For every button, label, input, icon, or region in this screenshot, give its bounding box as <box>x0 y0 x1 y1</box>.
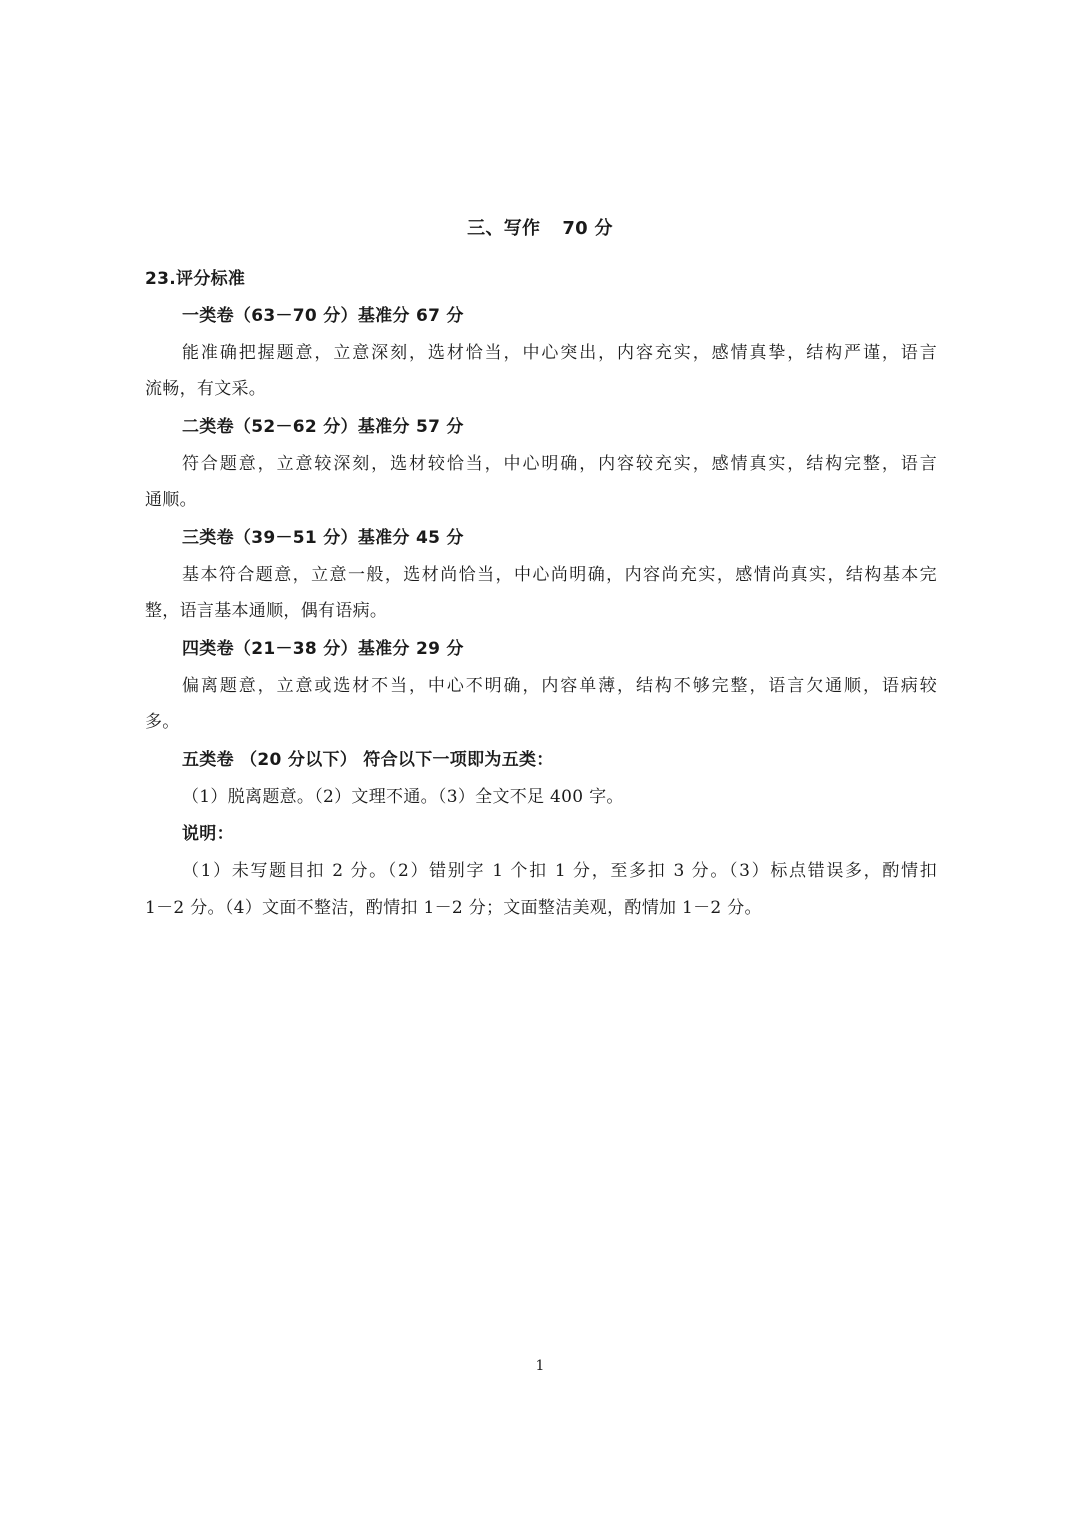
notes-line: （1）未写题目扣 2 分。（2）错别字 1 个扣 1 分，至多扣 3 分。（3）标点错误多，酌情扣 <box>182 861 937 881</box>
grade-description-line: 基本符合题意，立意一般，选材尚恰当，中心尚明确，内容尚充实，感情尚真实，结构基本完 <box>182 565 937 585</box>
grade-heading: 三类卷（39－51 分）基准分 45 分 <box>182 528 464 548</box>
grade-description-line: 偏离题意，立意或选材不当，中心不明确，内容单薄，结构不够完整，语言欠通顺，语病较 <box>182 676 937 696</box>
grade-heading: 五类卷 （20 分以下） 符合以下一项即为五类： <box>182 750 554 770</box>
grade-description-line: 能准确把握题意，立意深刻，选材恰当，中心突出，内容充实，感情真挚，结构严谨，语言 <box>182 343 937 363</box>
grade-description-line: 符合题意，立意较深刻，选材较恰当，中心明确，内容较充实，感情真实，结构完整，语言 <box>182 454 937 474</box>
section-title <box>0 218 1080 240</box>
page-number: 1 <box>535 1358 545 1374</box>
grade-description-line: （1）脱离题意。（2）文理不通。（3）全文不足 400 字。 <box>182 787 624 807</box>
section-points: 70 分 <box>562 218 613 239</box>
notes-line: 1－2 分。（4）文面不整洁，酌情扣 1－2 分；文面整洁美观，酌情加 1－2 分。 <box>145 898 762 918</box>
grade-description-line: 多。 <box>145 712 180 732</box>
notes-heading: 说明： <box>182 824 234 844</box>
grade-heading: 四类卷（21－38 分）基准分 29 分 <box>182 639 464 659</box>
section-title-text: 三、写作 <box>467 218 541 239</box>
question-heading: 23.评分标准 <box>145 269 246 289</box>
grade-description-line: 流畅，有文采。 <box>145 379 267 399</box>
grade-description-line: 整，语言基本通顺，偶有语病。 <box>145 601 388 621</box>
grade-heading: 二类卷（52－62 分）基准分 57 分 <box>182 417 464 437</box>
grade-description-line: 通顺。 <box>145 490 197 510</box>
grade-heading: 一类卷（63－70 分）基准分 67 分 <box>182 306 464 326</box>
